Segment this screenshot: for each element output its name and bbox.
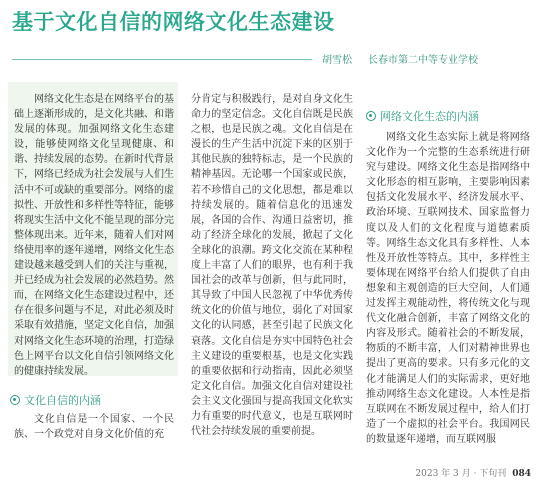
column-2-body — [191, 92, 353, 439]
section-heading-text: 网络文化生态的内涵 — [380, 110, 479, 123]
page-footer — [415, 466, 531, 479]
abstract-paragraph: 网络文化生态是在网络平台的基础上逐渐形成的，是文化共融、和谐发展的体现。加强网络文化生态建设，能够使网络文化呈现健康、和谐、持续发展的态势。在新时代背景下，网络已经成为社会发展与人们生活中不可或缺的重要部分。网络的虚拟性、开放性和多样性等特征，能够将现实生活中文化不能呈现的部分完整体现出来。近年来，随着人们对网络使用率的逐年递增，网络文化生态建设越来越受到人们的关注与重视，并已经成为社会发展的必然趋势。然而，在网络文化生态建设过程中，还存在很多问题与不足，对此必须及时采取有效措施，坚定文化自信，加强对网络文化生态环境的治理，打造绿色上网平台以文化自信引领网络文化的健康持续发展。 — [14, 94, 174, 377]
article-title: 基于文化自信的网络文化生态建设 — [12, 10, 335, 34]
section-bullet-icon — [366, 111, 376, 121]
body-paragraph: 网络文化生态实际上就是将网络文化作为一个完整的生态系统进行研究与建设。网络文化生态是指网络中文化形态的相互影响，主要影响因素包括文化发展水平、经济发展水平、政治环境、互联网技术、国家监督力度以及人们的文化程度与道德素质等。网络生态文化具有多样性、人本性及开放性等特点。其中，多样性主要体现在网络平台给人们提供了自由想象和主观创造的巨大空间，人们通过发挥主观能动性，将传统文化与现代文化融合创新，丰富了网络文化的内容及形式。随着社会的不断发展，物质的不断丰富，人们对精神世界也提出了更高的要求。只有多元化的文化才能满足人们的实际需求，更好地推动网络生态文化建设。人本性是指互联网在不断发展过程中，给人们打造了一个虚拟的社会平台。我国网民的数量逐年递增，而互联网服 — [366, 132, 530, 445]
author-line — [0, 48, 541, 70]
author-name: 胡雪松 — [322, 55, 352, 66]
issue-date: 2023 年 3 月 · 下旬刊 — [415, 469, 507, 479]
section-heading-cultural-confidence — [10, 392, 101, 408]
section-bullet-icon — [10, 395, 20, 405]
section-heading-network-ecology — [366, 108, 479, 124]
author-divider — [12, 59, 312, 60]
author-byline — [322, 51, 478, 66]
column-1-body — [14, 412, 174, 442]
body-paragraph: 文化自信是一个国家、一个民族、一个政党对自身文化价值的充 — [14, 414, 174, 441]
column-3-body — [366, 130, 530, 447]
body-paragraph: 分肯定与积极践行，是对自身文化生命力的坚定信念。文化自信既是民族之根，也是民族之魂。文化自信是在漫长的生产生活中沉淀下来的区别于其他民族的独特标志，是一个民族的精神基因。无论哪一个国家或民族，若不珍惜自己的文化思想，都是难以持续发展的。随着信息化的迅速发展，各国的合作、沟通日益密切，推动了经济全球化的发展，掀起了文化全球化的浪潮。跨文化交流在某种程度上丰富了人们的眼界，也有利于我国社会的改革与创新，但与此同时，其导致了中国人民忽视了中华优秀传统文化的价值与地位，弱化了对国家文化的认同感，甚至引起了民族文化衰落。文化自信是夯实中国特色社会主义建设的重要根基，也是文化实践的重要依据和行动指南，因此必须坚定文化自信。加强文化自信对建设社会主义文化强国与提高我国文化软实力有重要的时代意义，也是互联网时代社会持续发展的重要前提。 — [191, 94, 353, 438]
section-heading-text: 文化自信的内涵 — [24, 394, 101, 407]
author-affiliation: 长春市第二中等专业学校 — [368, 55, 478, 66]
abstract-column — [14, 92, 174, 379]
page-number: 084 — [512, 469, 531, 479]
